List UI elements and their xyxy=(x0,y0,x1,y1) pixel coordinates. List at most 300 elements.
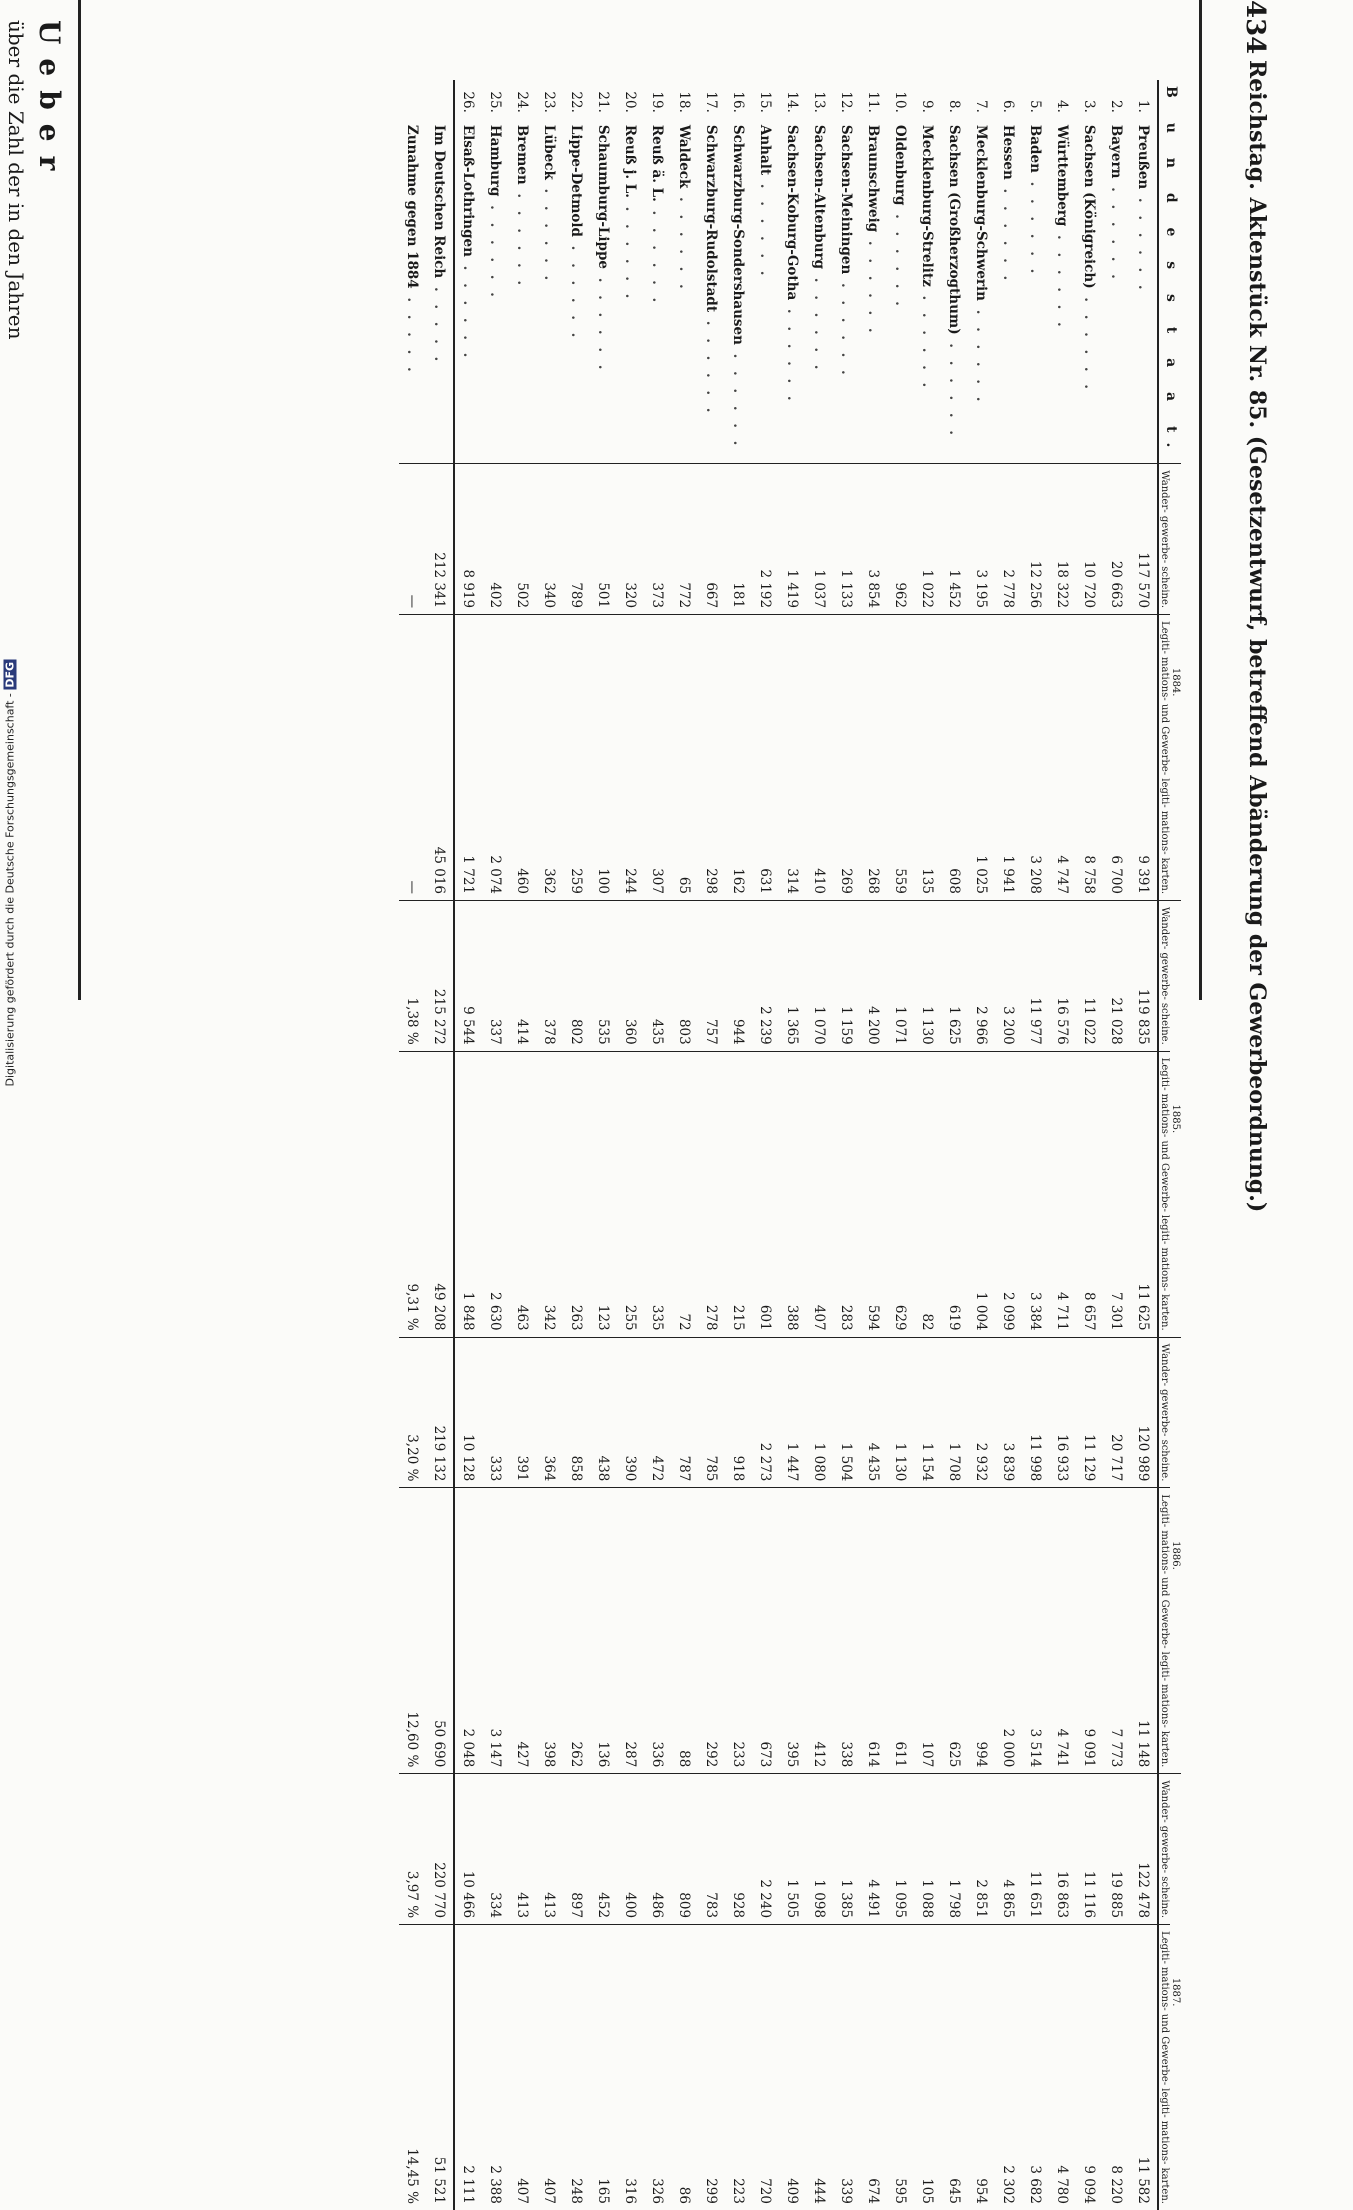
table-cell: 809 xyxy=(671,1774,698,1925)
table-cell: 1 070 xyxy=(806,901,833,1052)
row-number: 10. xyxy=(892,91,909,113)
table-row xyxy=(941,80,968,2210)
table-cell: 334 xyxy=(482,1774,509,1925)
table-cell: 298 xyxy=(698,615,725,901)
table-cell: — xyxy=(399,464,426,615)
table-cell: 378 xyxy=(536,901,563,1052)
table-cell: 1 088 xyxy=(914,1774,941,1925)
table-cell: 299 xyxy=(698,1925,725,2210)
table-cell: 645 xyxy=(941,1925,968,2210)
table-cell: 10 128 xyxy=(454,1337,482,1488)
table-cell: 802 xyxy=(563,901,590,1052)
state-name xyxy=(617,119,644,464)
table-row xyxy=(563,80,590,2210)
leader-dots: . . . . . . xyxy=(865,232,882,337)
table-cell: 215 xyxy=(725,1051,752,1337)
table-cell: 20 717 xyxy=(1103,1337,1130,1488)
table-cell: 3 208 xyxy=(1022,615,1049,901)
table-cell: 601 xyxy=(752,1051,779,1337)
state-name-text: Braunschweig xyxy=(865,124,882,233)
table-row xyxy=(968,80,995,2210)
table-cell: 444 xyxy=(806,1925,833,2210)
table-cell: 388 xyxy=(779,1051,806,1337)
table-cell: 135 xyxy=(914,615,941,901)
table-cell: 3 200 xyxy=(995,901,1022,1052)
table-cell: 223 xyxy=(725,1925,752,2210)
state-name xyxy=(671,119,698,464)
table-cell: 413 xyxy=(536,1774,563,1925)
table-row xyxy=(617,80,644,2210)
row-number: 26. xyxy=(460,91,477,113)
table-cell: 608 xyxy=(941,615,968,901)
table-cell: 1 098 xyxy=(806,1774,833,1925)
row-number: 4. xyxy=(1054,100,1071,113)
year-1884: 1884. xyxy=(1170,464,1181,901)
table-cell: 9,31 % xyxy=(399,1051,426,1337)
table-cell: 7 301 xyxy=(1103,1051,1130,1337)
state-name-text: Waldeck xyxy=(676,124,693,189)
table-cell: 88 xyxy=(671,1488,698,1774)
table-cell: 1 004 xyxy=(968,1051,995,1337)
table-cell: 16 576 xyxy=(1049,901,1076,1052)
table-cell: 595 xyxy=(887,1925,914,2210)
table-cell: 2 192 xyxy=(752,464,779,615)
table-cell: 2 239 xyxy=(752,901,779,1052)
table-cell: 16 863 xyxy=(1049,1774,1076,1925)
table-row xyxy=(536,80,563,2210)
table-row xyxy=(725,80,752,2210)
table-cell: 2 778 xyxy=(995,464,1022,615)
table-cell: 667 xyxy=(698,464,725,615)
state-name-text: Schwarzburg-Sondershausen xyxy=(730,124,747,345)
state-name-text: Baden xyxy=(1027,124,1044,173)
state-name-text: Mecklenburg-Schwerin xyxy=(973,124,990,301)
table-cell: 316 xyxy=(617,1925,644,2210)
row-number: 24. xyxy=(514,91,531,113)
leader-dots: . . . . . . xyxy=(784,300,801,405)
table-row xyxy=(860,80,887,2210)
table-row xyxy=(752,80,779,2210)
table-cell: 6 700 xyxy=(1103,615,1130,901)
table-cell: 410 xyxy=(806,615,833,901)
state-name-text: Schaumburg-Lippe xyxy=(595,124,612,270)
table-cell: 19 885 xyxy=(1103,1774,1130,1925)
table-row xyxy=(671,80,698,2210)
table-row xyxy=(806,80,833,2210)
state-name-text: Reuß j. L. xyxy=(622,124,639,198)
table-cell: 412 xyxy=(806,1488,833,1774)
state-name-text: Elsaß-Lothringen xyxy=(460,124,477,257)
table-cell: 1 721 xyxy=(454,615,482,901)
table-cell: 9 544 xyxy=(454,901,482,1052)
state-name-text: Mecklenburg-Strelitz xyxy=(919,124,936,287)
table-cell: 460 xyxy=(509,615,536,901)
subtitle-line-1: über die Zahl der in den Jahren xyxy=(4,20,28,340)
table-cell: 21 028 xyxy=(1103,901,1130,1052)
table-cell: 535 xyxy=(590,901,617,1052)
leader-dots: . . . . . . xyxy=(514,184,531,290)
table-row xyxy=(1076,80,1103,2210)
table-cell: 944 xyxy=(725,901,752,1052)
leader-dots: . . . . . . xyxy=(649,201,666,307)
table-cell: 10 720 xyxy=(1076,464,1103,615)
leader-dots: . . . . . . xyxy=(919,286,936,392)
table-cell: 407 xyxy=(509,1925,536,2210)
table-cell: 215 272 xyxy=(426,901,454,1052)
state-name-text: Bayern xyxy=(1108,124,1125,179)
table-cell: 269 xyxy=(833,615,860,901)
table-cell: 1 159 xyxy=(833,901,860,1052)
table-cell: 11 148 xyxy=(1130,1488,1158,1774)
leader-dots: . . . . . . xyxy=(1135,189,1152,294)
table-cell: 673 xyxy=(752,1488,779,1774)
state-name xyxy=(509,119,536,464)
table-cell: 994 xyxy=(968,1488,995,1774)
table-cell: 1,38 % xyxy=(399,901,426,1052)
table-cell: 342 xyxy=(536,1051,563,1337)
table-cell: 72 xyxy=(671,1051,698,1337)
table-cell: 3 195 xyxy=(968,464,995,615)
table-cell: 65 xyxy=(671,615,698,901)
table-cell: 1 080 xyxy=(806,1337,833,1488)
table-row xyxy=(779,80,806,2210)
table-cell: 11 022 xyxy=(1076,901,1103,1052)
increase-row xyxy=(399,80,426,2210)
table-cell: 255 xyxy=(617,1051,644,1337)
row-number: 25. xyxy=(487,91,504,113)
table-row xyxy=(509,80,536,2210)
table-cell: 1 154 xyxy=(914,1337,941,1488)
row-number: 14. xyxy=(784,91,801,113)
table-cell: 3 514 xyxy=(1022,1488,1049,1774)
dfg-logo: DFG xyxy=(3,661,17,688)
table-cell: 400 xyxy=(617,1774,644,1925)
leader-dots: . . . . . . xyxy=(622,197,639,303)
table-cell: 14,45 % xyxy=(399,1925,426,2210)
summary-label-text: Zunahme gegen 1884 xyxy=(404,124,421,289)
state-name-text: Preußen xyxy=(1135,124,1152,190)
table-cell: 8 919 xyxy=(454,464,482,615)
table-cell: 12 256 xyxy=(1022,464,1049,615)
state-name-text: Hessen xyxy=(1000,124,1017,180)
table-cell: 105 xyxy=(914,1925,941,2210)
table-cell: 918 xyxy=(725,1337,752,1488)
table-cell: 787 xyxy=(671,1337,698,1488)
table-cell: 11 998 xyxy=(1022,1337,1049,1488)
leader-dots: . . . . . . xyxy=(1081,288,1098,393)
table-cell: 233 xyxy=(725,1488,752,1774)
table-cell: 373 xyxy=(644,464,671,615)
table-cell: 674 xyxy=(860,1925,887,2210)
table-cell: 395 xyxy=(779,1488,806,1774)
table-cell: 402 xyxy=(482,464,509,615)
table-cell: 9 094 xyxy=(1076,1925,1103,2210)
col-legit-1887: Legiti- mations- und Gewerbe- legiti- mations- karten. xyxy=(1158,1925,1170,2210)
table-cell: 1 798 xyxy=(941,1774,968,1925)
state-name xyxy=(725,119,752,464)
title-rule xyxy=(78,0,81,1000)
state-name xyxy=(752,119,779,464)
state-name xyxy=(914,119,941,464)
state-name xyxy=(887,119,914,464)
table-cell: 1 095 xyxy=(887,1774,914,1925)
table-cell: 390 xyxy=(617,1337,644,1488)
table-cell: 472 xyxy=(644,1337,671,1488)
table-cell: 1 022 xyxy=(914,464,941,615)
footer-note: Digitalisierung gefördert durch die Deutsche Forschungsgemeinschaft - DFG xyxy=(3,661,17,1087)
leader-dots: . . . . . . xyxy=(1027,172,1044,278)
table-cell: 409 xyxy=(779,1925,806,2210)
year-1887: 1887. xyxy=(1170,1774,1181,2210)
row-number: 9. xyxy=(919,100,936,113)
table-cell: 625 xyxy=(941,1488,968,1774)
table-cell: 4 200 xyxy=(860,901,887,1052)
row-number-empty xyxy=(426,80,454,119)
table-cell: 435 xyxy=(644,901,671,1052)
row-number: 11. xyxy=(865,91,882,113)
table-cell: 1 447 xyxy=(779,1337,806,1488)
table-row xyxy=(887,80,914,2210)
state-name-text: Reuß ä. L. xyxy=(649,124,666,202)
summary-label xyxy=(399,119,426,464)
row-number: 5. xyxy=(1027,100,1044,113)
table-cell: 772 xyxy=(671,464,698,615)
table-cell: 340 xyxy=(536,464,563,615)
leader-dots: . . . . . . xyxy=(1000,179,1017,285)
row-number: 8. xyxy=(946,100,963,113)
table-cell: 82 xyxy=(914,1051,941,1337)
table-cell: 3 384 xyxy=(1022,1051,1049,1337)
leader-dots: . . . . . . xyxy=(703,312,720,417)
table-cell: 7 773 xyxy=(1103,1488,1130,1774)
table-cell: 720 xyxy=(752,1925,779,2210)
table-cell: 486 xyxy=(644,1774,671,1925)
state-name xyxy=(698,119,725,464)
table-cell: 45 016 xyxy=(426,615,454,901)
state-name-text: Bremen xyxy=(514,124,531,185)
table-cell: 4 865 xyxy=(995,1774,1022,1925)
table-cell: 11 116 xyxy=(1076,1774,1103,1925)
table-cell: 1 133 xyxy=(833,464,860,615)
table-cell: 219 132 xyxy=(426,1337,454,1488)
table-cell: 2 302 xyxy=(995,1925,1022,2210)
table-cell: 3 682 xyxy=(1022,1925,1049,2210)
table-cell: 18 322 xyxy=(1049,464,1076,615)
row-number: 21. xyxy=(595,91,612,113)
table-cell: 4 741 xyxy=(1049,1488,1076,1774)
table-cell: 413 xyxy=(509,1774,536,1925)
leader-dots: . . . . . . xyxy=(838,274,855,379)
year-1886: 1886. xyxy=(1170,1337,1181,1774)
table-cell: 1 452 xyxy=(941,464,968,615)
table-cell: 1 130 xyxy=(914,901,941,1052)
table-cell: 11 651 xyxy=(1022,1774,1049,1925)
table-cell: 4 780 xyxy=(1049,1925,1076,2210)
table-cell: 2 630 xyxy=(482,1051,509,1337)
state-name-text: Sachsen (Königreich) xyxy=(1081,124,1098,289)
table-row xyxy=(644,80,671,2210)
table-cell: 8 758 xyxy=(1076,615,1103,901)
table-cell: 897 xyxy=(563,1774,590,1925)
state-name xyxy=(1130,119,1158,464)
table-cell: 2 240 xyxy=(752,1774,779,1925)
row-number: 2. xyxy=(1108,100,1125,113)
state-name-text: Württemberg xyxy=(1054,124,1071,227)
table-cell: 335 xyxy=(644,1051,671,1337)
table-cell: 785 xyxy=(698,1337,725,1488)
row-number: 17. xyxy=(703,91,720,113)
table-cell: 3,97 % xyxy=(399,1774,426,1925)
state-name xyxy=(536,119,563,464)
table-cell: 407 xyxy=(536,1925,563,2210)
table-cell: 4 491 xyxy=(860,1774,887,1925)
table-cell: 20 663 xyxy=(1103,464,1130,615)
state-name xyxy=(995,119,1022,464)
table-cell: 86 xyxy=(671,1925,698,2210)
table-cell: 107 xyxy=(914,1488,941,1774)
row-number: 16. xyxy=(730,91,747,113)
table-cell: 1 025 xyxy=(968,615,995,901)
leader-dots: . . . . . . xyxy=(946,334,963,439)
table-cell: — xyxy=(399,615,426,901)
table-row xyxy=(1103,80,1130,2210)
table-cell: 11 977 xyxy=(1022,901,1049,1052)
table-cell: 1 365 xyxy=(779,901,806,1052)
table-cell: 8 657 xyxy=(1076,1051,1103,1337)
table-cell: 50 690 xyxy=(426,1488,454,1774)
state-name xyxy=(1103,119,1130,464)
col-wander-1887: Wander- gewerbe- scheine. xyxy=(1158,1774,1170,1925)
table-cell: 594 xyxy=(860,1051,887,1337)
table-cell: 2 048 xyxy=(454,1488,482,1774)
table-cell: 2 932 xyxy=(968,1337,995,1488)
state-name xyxy=(590,119,617,464)
statistics-table xyxy=(399,80,1181,2210)
table-cell: 136 xyxy=(590,1488,617,1774)
table-cell: 1 419 xyxy=(779,464,806,615)
table-cell: 629 xyxy=(887,1051,914,1337)
summary-label xyxy=(426,119,454,464)
state-name xyxy=(860,119,887,464)
state-name-text: Sachsen (Großherzogthum) xyxy=(946,124,963,335)
state-name xyxy=(941,119,968,464)
table-cell: 12,60 % xyxy=(399,1488,426,1774)
table-cell: 4 435 xyxy=(860,1337,887,1488)
leader-dots: . . . . . . xyxy=(487,196,504,301)
table-cell: 333 xyxy=(482,1337,509,1488)
row-number: 20. xyxy=(622,91,639,113)
table-cell: 2 111 xyxy=(454,1925,482,2210)
leader-dots: . . . . . . xyxy=(595,269,612,374)
state-name xyxy=(779,119,806,464)
table-cell: 803 xyxy=(671,901,698,1052)
table-cell: 123 xyxy=(590,1051,617,1337)
table-cell: 336 xyxy=(644,1488,671,1774)
table-cell: 1 941 xyxy=(995,615,1022,901)
row-number: 1. xyxy=(1135,100,1152,113)
leader-dots: . . . . . . xyxy=(811,269,828,374)
leader-dots: . . . . . . xyxy=(757,175,774,280)
table-cell: 414 xyxy=(509,901,536,1052)
table-row xyxy=(590,80,617,2210)
table-cell: 3 854 xyxy=(860,464,887,615)
table-cell: 559 xyxy=(887,615,914,901)
table-cell: 2 388 xyxy=(482,1925,509,2210)
table-cell: 165 xyxy=(590,1925,617,2210)
table-cell: 1 130 xyxy=(887,1337,914,1488)
table-cell: 858 xyxy=(563,1337,590,1488)
table-cell: 117 570 xyxy=(1130,464,1158,615)
page-number: 434 xyxy=(1240,0,1270,55)
col-wander-1886: Wander- gewerbe- scheine. xyxy=(1158,1337,1170,1488)
table-cell: 2 966 xyxy=(968,901,995,1052)
table-cell: 2 273 xyxy=(752,1337,779,1488)
table-cell: 11 582 xyxy=(1130,1925,1158,2210)
table-cell: 326 xyxy=(644,1925,671,2210)
state-name-text: Lübeck xyxy=(541,124,558,180)
leader-dots: . . . . . . xyxy=(541,179,558,285)
leader-dots: . . . . . . xyxy=(568,236,585,342)
table-cell: 11 625 xyxy=(1130,1051,1158,1337)
state-name xyxy=(806,119,833,464)
title-word: Ueber xyxy=(33,20,66,185)
table-cell: 51 521 xyxy=(426,1925,454,2210)
table-cell: 337 xyxy=(482,901,509,1052)
summary-label-text: Im Deutschen Reich xyxy=(431,124,448,279)
state-name xyxy=(454,119,482,464)
table-cell: 283 xyxy=(833,1051,860,1337)
table-row xyxy=(1049,80,1076,2210)
leader-dots: . . . . . . xyxy=(1054,226,1071,331)
leader-dots: . . . . . xyxy=(431,278,448,366)
row-number: 23. xyxy=(541,91,558,113)
row-number: 19. xyxy=(649,91,666,113)
table-row xyxy=(995,80,1022,2210)
table-body xyxy=(399,80,1158,2210)
state-name xyxy=(1022,119,1049,464)
table-cell: 757 xyxy=(698,901,725,1052)
table-cell: 119 835 xyxy=(1130,901,1158,1052)
table-cell: 278 xyxy=(698,1051,725,1337)
table-cell: 438 xyxy=(590,1337,617,1488)
row-number: 7. xyxy=(973,100,990,113)
table-row xyxy=(914,80,941,2210)
table-cell: 362 xyxy=(536,615,563,901)
state-name xyxy=(1049,119,1076,464)
table-cell: 11 129 xyxy=(1076,1337,1103,1488)
table-cell: 407 xyxy=(806,1051,833,1337)
table-cell: 287 xyxy=(617,1488,644,1774)
table-cell: 8 220 xyxy=(1103,1925,1130,2210)
table-cell: 3 839 xyxy=(995,1337,1022,1488)
table-cell: 263 xyxy=(563,1051,590,1337)
table-cell: 1 071 xyxy=(887,901,914,1052)
table-cell: 100 xyxy=(590,615,617,901)
table-row xyxy=(1022,80,1049,2210)
year-1885: 1885. xyxy=(1170,901,1181,1338)
state-name-text: Sachsen-Koburg-Gotha xyxy=(784,124,801,301)
leader-dots: . . . . . . xyxy=(973,301,990,406)
leader-dots: . . . . . . xyxy=(676,188,693,293)
table-cell: 9 091 xyxy=(1076,1488,1103,1774)
state-name-text: Hamburg xyxy=(487,124,504,197)
table-cell: 3,20 % xyxy=(399,1337,426,1488)
table-cell: 1 625 xyxy=(941,901,968,1052)
state-name xyxy=(482,119,509,464)
table-cell: 9 391 xyxy=(1130,615,1158,901)
table-cell: 427 xyxy=(509,1488,536,1774)
state-name-text: Sachsen-Meiningen xyxy=(838,124,855,275)
